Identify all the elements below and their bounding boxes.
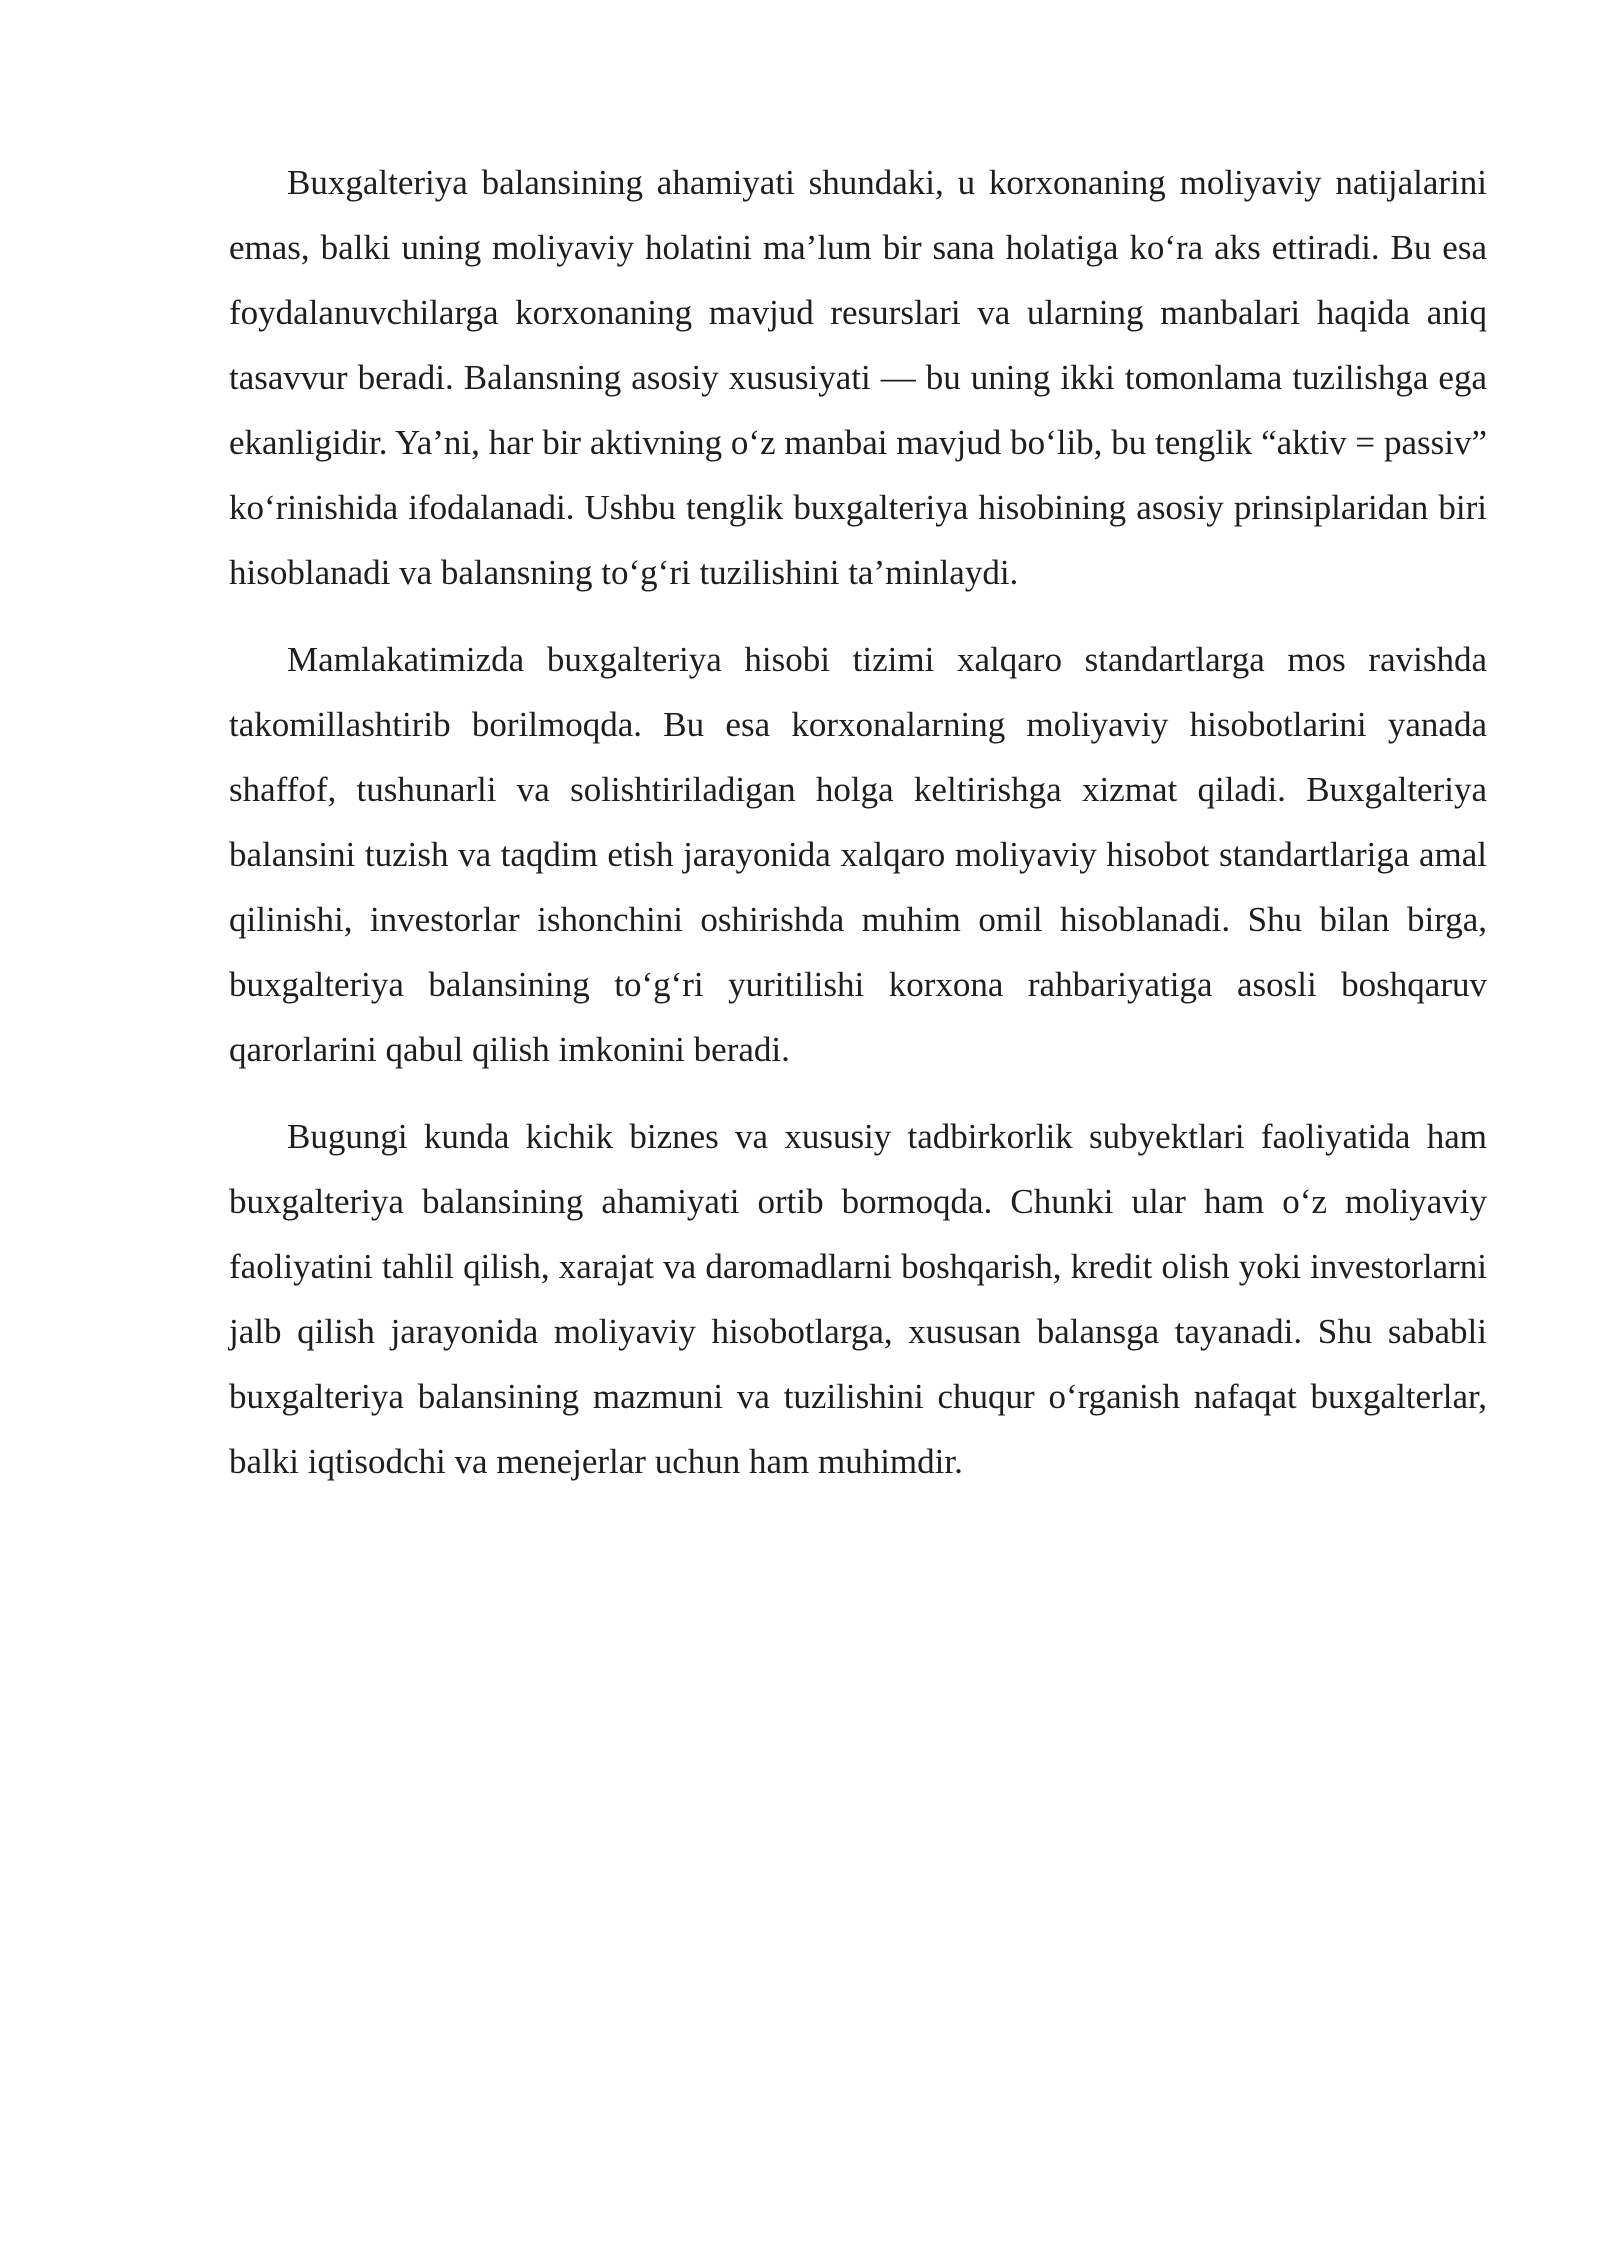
paragraph-1: Buxgalteriya balansining ahamiyati shundaki, u korxonaning moliyaviy natijalarini emas, balki uning moliyaviy holatini ma’lum bir sana holatiga ko‘ra aks ettiradi. Bu esa foydalanuvchilarga korxonaning mavjud resurslari va ularning manbalari haqida aniq tasavvur beradi. Balansning asosiy xususiyati — bu uning ikki tomonlama tuzilishga ega ekanligidir. Ya’ni, har bir aktivning o‘z manbai mavjud bo‘lib, bu tenglik “aktiv = passiv” ko‘rinishida ifodalanadi. Ushbu tenglik buxgalteriya hisobining asosiy prinsiplaridan biri hisoblanadi va balansning to‘g‘ri tuzilishini ta’minlaydi. (229, 163, 1487, 592)
paragraph-3: Bugungi kunda kichik biznes va xususiy tadbirkorlik subyektlari faoliyatida ham buxgalteriya balansining ahamiyati ortib bormoqda. Chunki ular ham o‘z moliyaviy faoliyatini tahlil qilish, xarajat va daromadlarni boshqarish, kredit olish yoki investorlarni jalb qilish jarayonida moliyaviy hisobotlarga, xususan balansga tayanadi. Shu sababli buxgalteriya balansining mazmuni va tuzilishini chuqur o‘rganish nafaqat buxgalterlar, balki iqtisodchi va menejerlar uchun ham muhimdir. (229, 1117, 1487, 1481)
paragraph-2: Mamlakatimizda buxgalteriya hisobi tizimi xalqaro standartlarga mos ravishda takomillashtirib borilmoqda. Bu esa korxonalarning moliyaviy hisobotlarini yanada shaffof, tushunarli va solishtiriladigan holga keltirishga xizmat qiladi. Buxgalteriya balansini tuzish va taqdim etish jarayonida xalqaro moliyaviy hisobot standartlariga amal qilinishi, investorlar ishonchini oshirishda muhim omil hisoblanadi. Shu bilan birga, buxgalteriya balansining to‘g‘ri yuritilishi korxona rahbariyatiga asosli boshqaruv qarorlarini qabul qilish imkonini beradi. (229, 640, 1487, 1069)
document-body (229, 150, 1487, 1516)
